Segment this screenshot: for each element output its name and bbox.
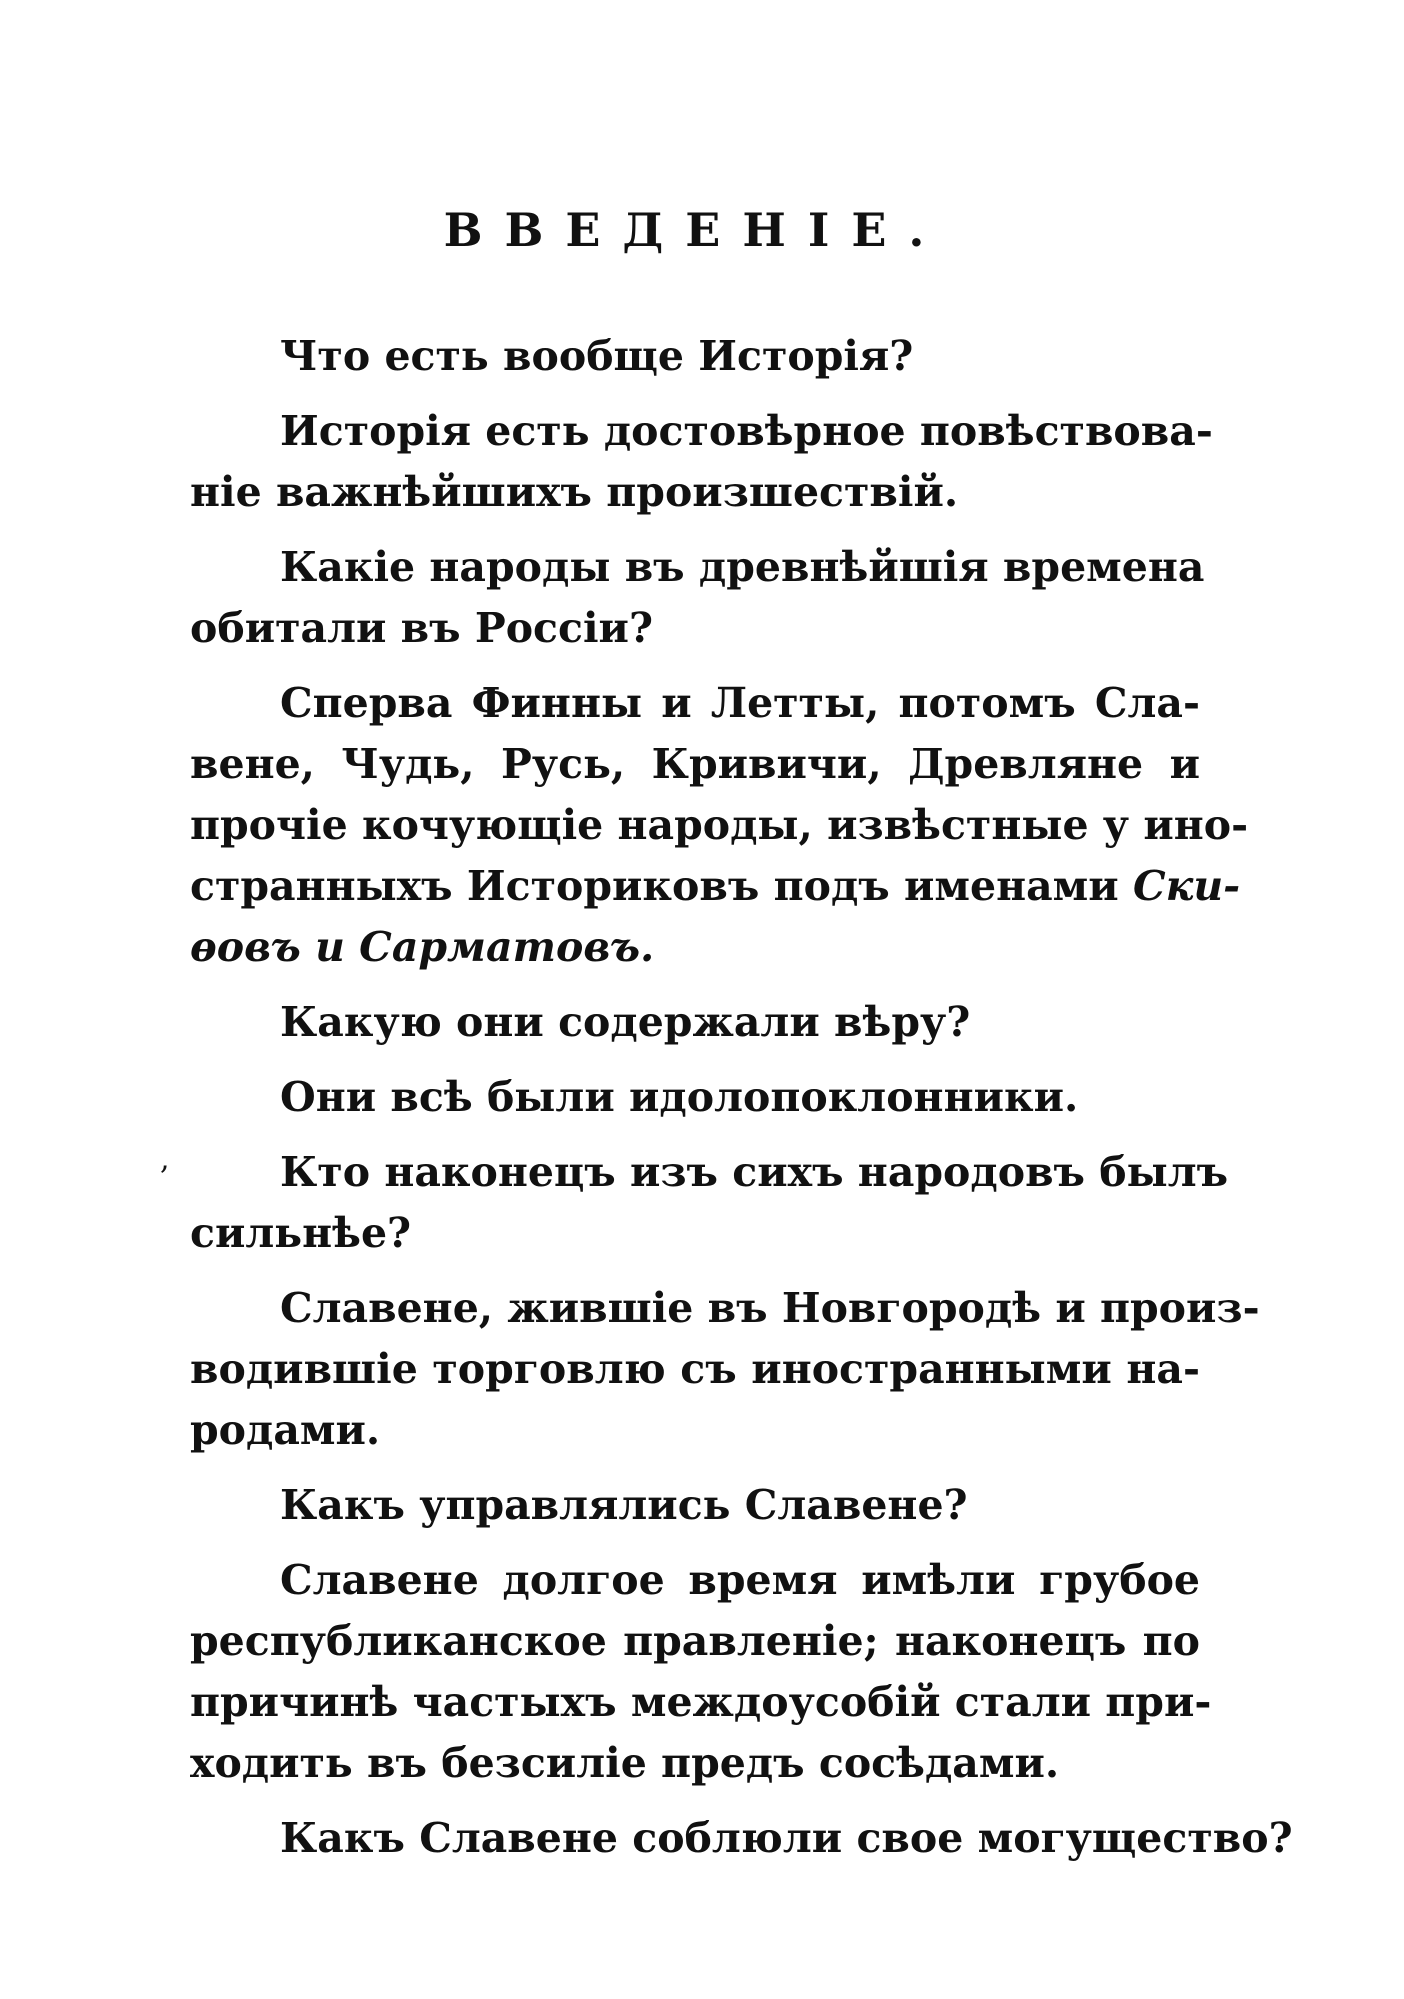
text-line: Что есть вообще Исторія?: [280, 332, 914, 380]
text-line: [190, 917, 1200, 978]
text-line: родами.: [190, 1406, 381, 1454]
text-line: [190, 856, 1241, 917]
stray-mark: ,: [160, 1142, 170, 1177]
text-line: Исторія есть достовѣрное повѣствова-: [280, 407, 1213, 455]
text-line: Славене долгое время имѣли грубое: [280, 1556, 1200, 1604]
text-line: Кто наконецъ изъ сихъ народовъ былъ: [280, 1148, 1229, 1196]
text-line: водившіе торговлю съ иностранными на-: [190, 1345, 1200, 1393]
question-power: [190, 1808, 1293, 1869]
italic-text: Ски-: [1132, 862, 1241, 910]
question-peoples: [190, 537, 1205, 659]
page: [160, 200, 1293, 1869]
text-line: Какъ управлялись Славене?: [280, 1481, 968, 1529]
text-line: обитали въ Россіи?: [190, 604, 653, 652]
text-span: странныхъ Историковъ подъ именами: [190, 862, 1133, 910]
text-line: причинѣ частыхъ междоусобій стали при-: [190, 1678, 1212, 1726]
text-line: вене, Чудь, Русь, Кривичи, Древляне и: [190, 740, 1200, 788]
question-strongest: [160, 1142, 1229, 1264]
chapter-title: ВВЕДЕНІЕ.: [443, 203, 947, 257]
question-governance: [190, 1475, 1200, 1536]
answer-governance: [190, 1550, 1212, 1794]
question-history: [190, 326, 1200, 387]
answer-strongest: [190, 1278, 1260, 1461]
text-line: ходить въ безсиліе предъ сосѣдами.: [190, 1739, 1060, 1787]
text-line: Какъ Славене соблюли свое могущество?: [280, 1814, 1293, 1862]
text-line: Славене, жившіе въ Новгородѣ и произ-: [280, 1284, 1260, 1332]
answer-history: [190, 401, 1213, 523]
answer-peoples: [190, 673, 1249, 978]
text-line: сильнѣе?: [190, 1209, 412, 1257]
text-line: Какую они содержали вѣру?: [280, 998, 971, 1046]
text-line: республиканское правленіе; наконецъ по: [190, 1617, 1200, 1665]
text-line: прочіе кочующіе народы, извѣстные у ино-: [190, 801, 1249, 849]
text-line: Какіе народы въ древнѣйшія времена: [280, 543, 1205, 591]
answer-faith: [190, 1067, 1200, 1128]
text-line: ніе важнѣйшихъ произшествій.: [190, 468, 959, 516]
text-line: Сперва Финны и Летты, потомъ Сла-: [280, 679, 1200, 727]
question-faith: [190, 992, 1200, 1053]
italic-text: ѳовъ и Сарматовъ.: [190, 923, 655, 971]
text-line: Они всѣ были идолопоклонники.: [280, 1073, 1079, 1121]
